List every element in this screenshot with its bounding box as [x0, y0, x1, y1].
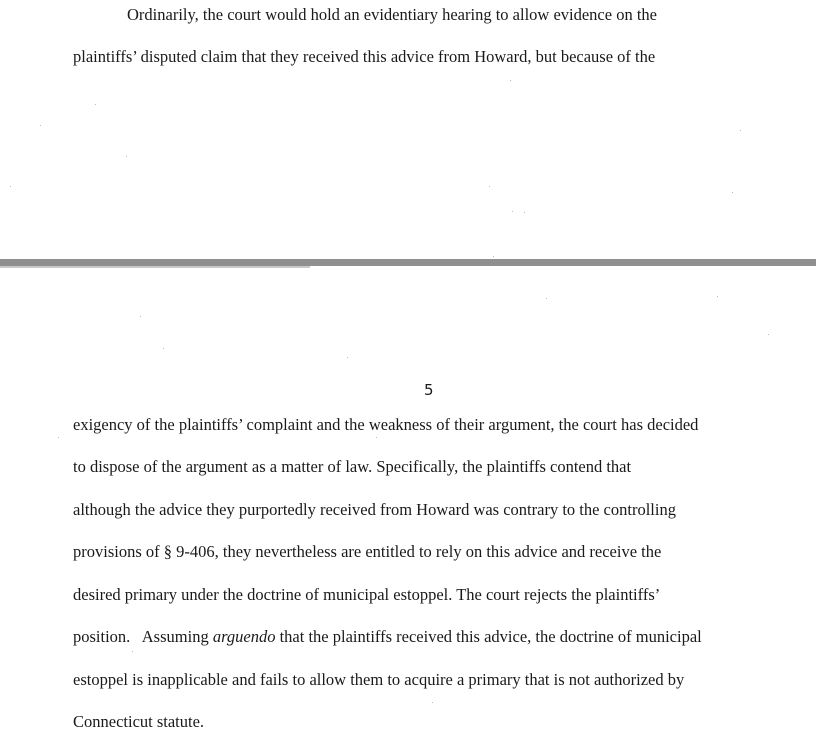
scan-speck — [376, 437, 377, 438]
paragraph-line — [73, 627, 702, 647]
paragraph-line: provisions of § 9-406, they nevertheless are entitled to rely on this advice and receive the — [73, 542, 662, 561]
line-text-before-italic: position. Assuming — [73, 627, 213, 646]
paragraph-line: Connecticut statute. — [73, 712, 205, 731]
latin-term-italic: arguendo — [212, 627, 276, 646]
scan-speck — [10, 186, 11, 187]
paragraph-line: Ordinarily, the court would hold an evidentiary hearing to allow evidence on the — [127, 5, 657, 24]
scan-speck — [432, 702, 433, 703]
scan-speck — [717, 296, 718, 297]
paragraph-line: plaintiffs’ disputed claim that they received this advice from Howard, but because of the — [73, 47, 656, 66]
scan-speck — [126, 156, 127, 157]
page-break-divider — [0, 259, 816, 266]
page-number: 5 — [424, 381, 434, 399]
scan-speck — [732, 192, 733, 193]
paragraph-line: exigency of the plaintiffs’ complaint and the weakness of their argument, the court has decided — [73, 415, 699, 434]
scan-speck — [524, 212, 525, 213]
paragraph-line: although the advice they purportedly received from Howard was contrary to the controlling — [73, 500, 676, 519]
scan-speck — [546, 298, 547, 299]
scan-speck — [40, 125, 41, 126]
paragraph-line: desired primary under the doctrine of municipal estoppel. The court rejects the plaintiffs’ — [73, 585, 661, 604]
scan-speck — [132, 651, 133, 652]
scan-speck — [493, 256, 494, 257]
line-text-after-italic: that the plaintiffs received this advice, the doctrine of municipal — [275, 627, 702, 646]
scan-speck — [58, 437, 59, 438]
scan-speck — [140, 316, 141, 317]
scan-speck — [489, 186, 490, 187]
scan-speck — [512, 211, 513, 212]
paragraph-line: estoppel is inapplicable and fails to allow them to acquire a primary that is not authorized by — [73, 670, 685, 689]
scan-speck — [768, 334, 769, 335]
scan-speck — [347, 357, 348, 358]
page-break-shadow — [0, 266, 310, 268]
scan-speck — [740, 130, 741, 131]
scan-speck — [163, 348, 164, 349]
paragraph-line: to dispose of the argument as a matter of law. Specifically, the plaintiffs contend that — [73, 457, 632, 476]
scan-speck — [95, 104, 96, 105]
scan-speck — [510, 80, 511, 81]
